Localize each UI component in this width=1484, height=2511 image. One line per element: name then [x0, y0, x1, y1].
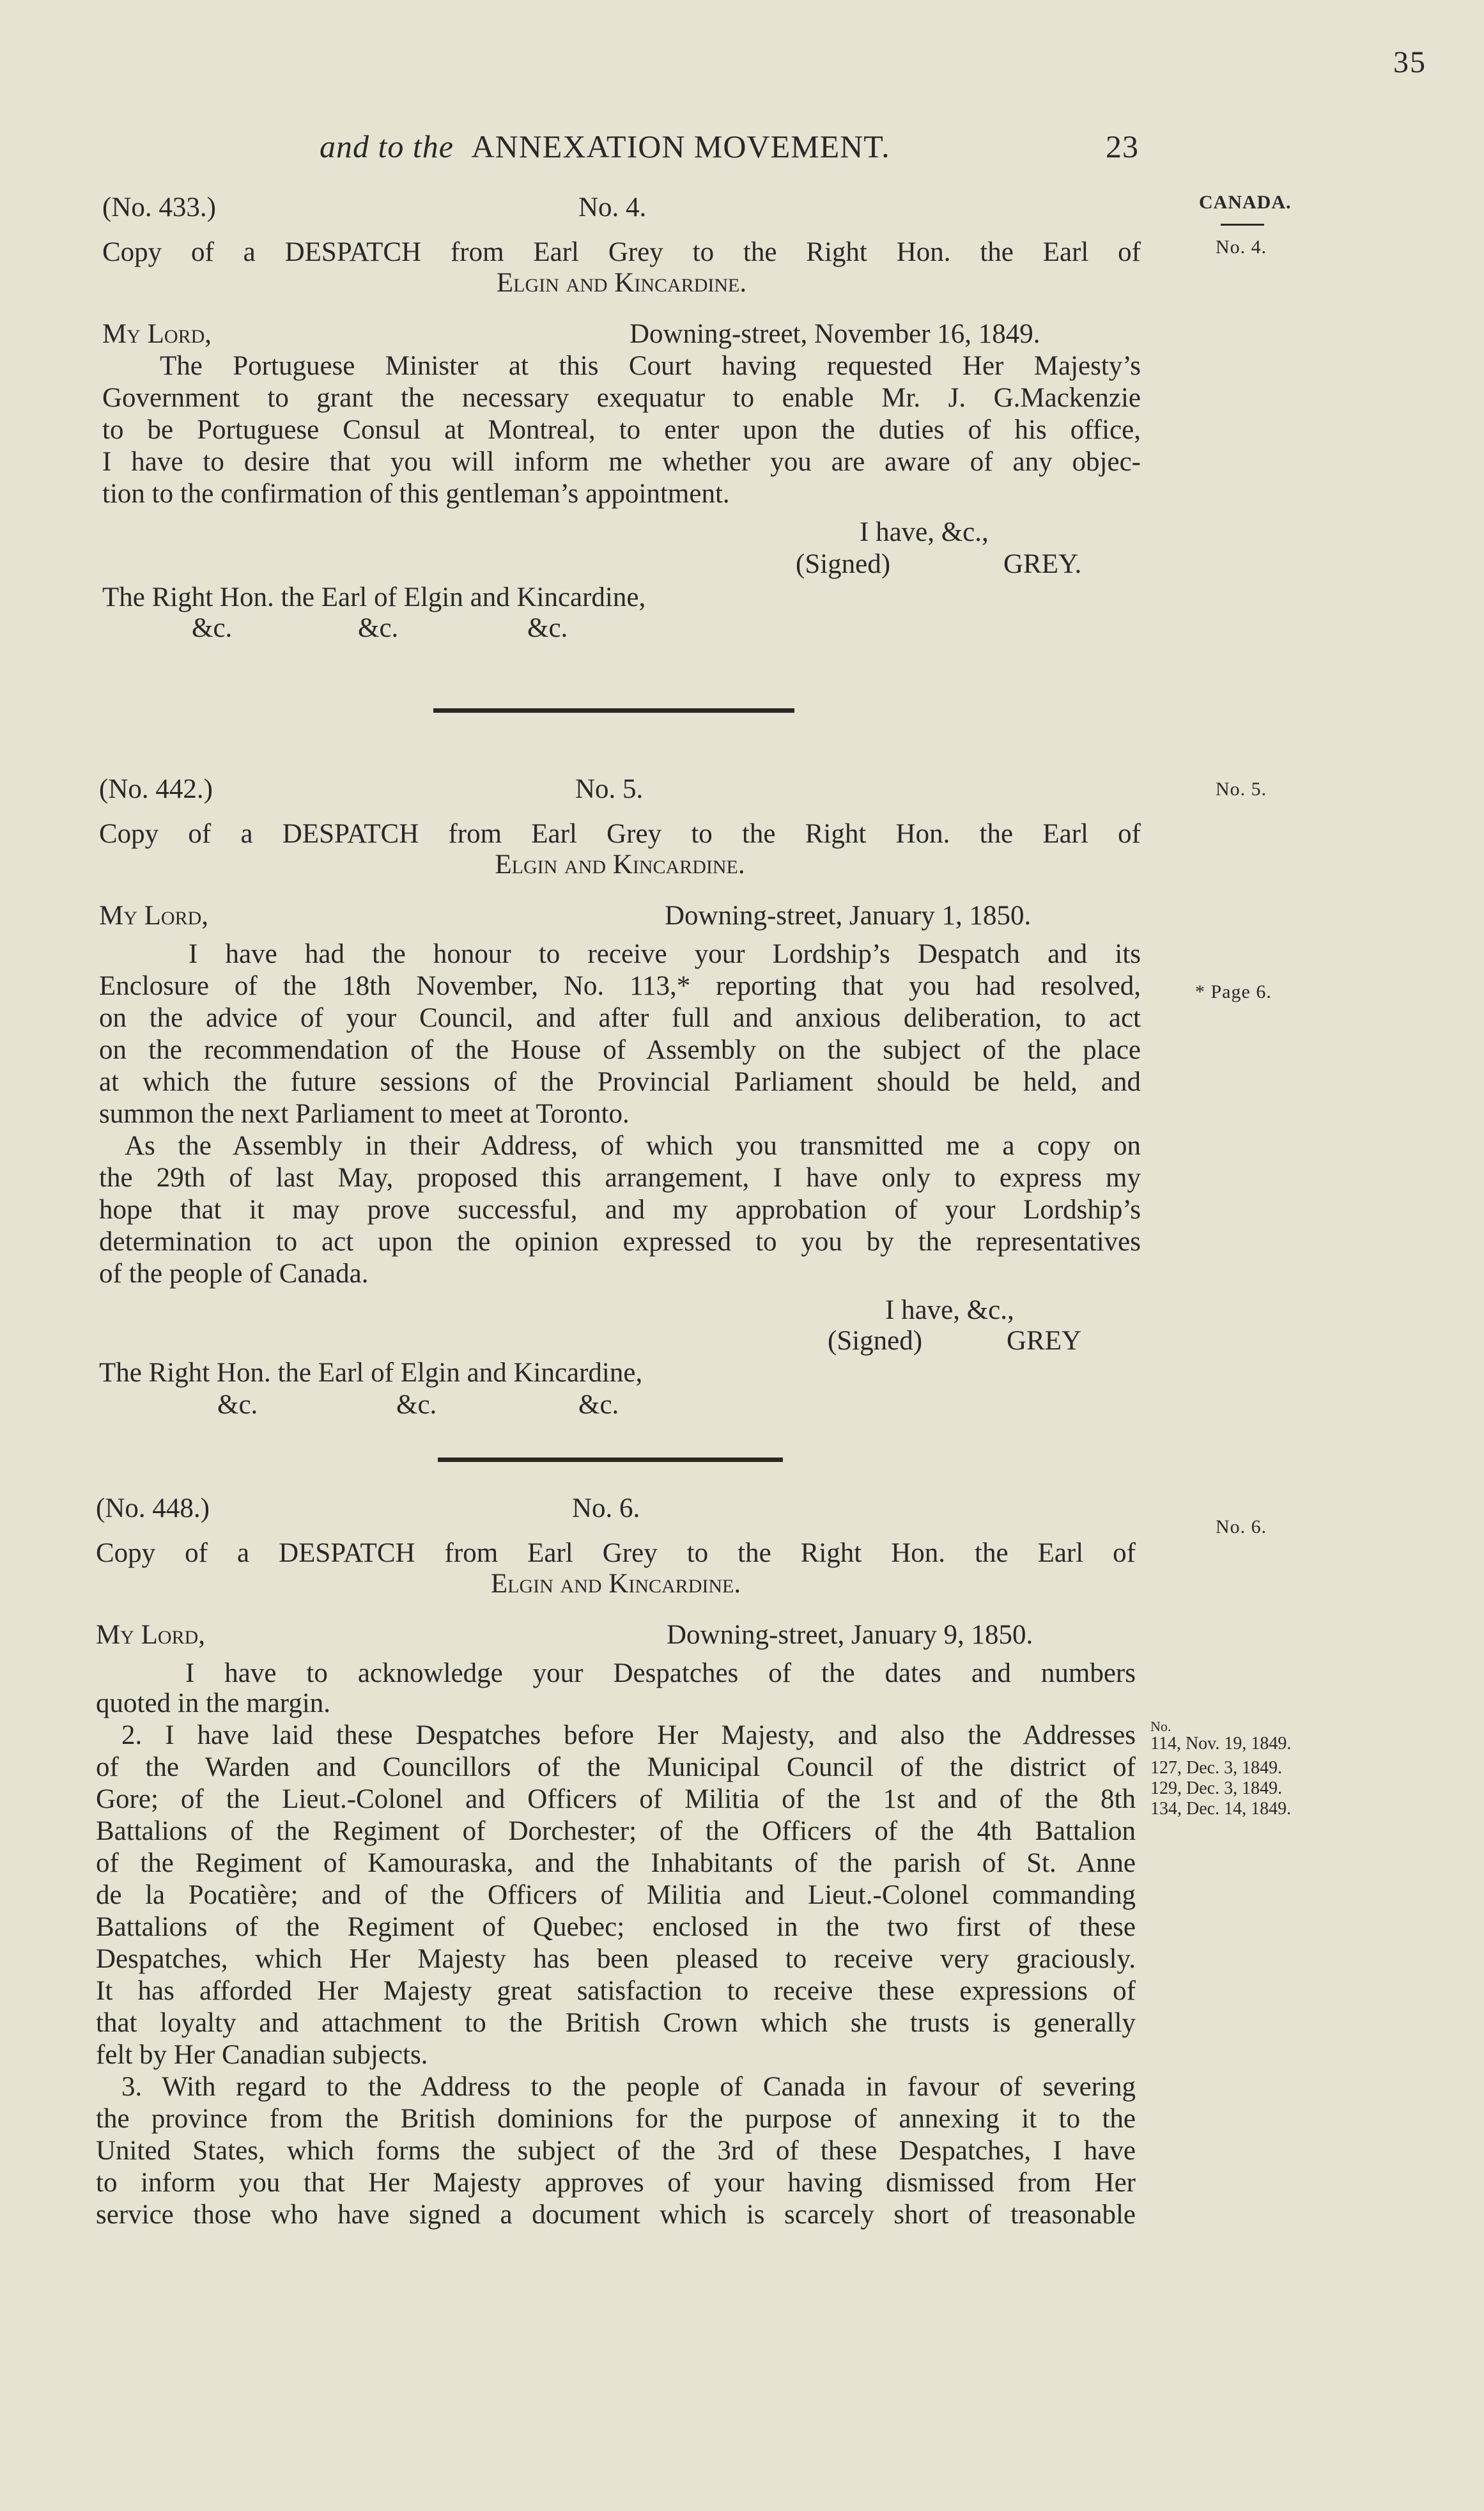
body-line: hope that it may prove successful, and my approbation of your Lordship’s: [99, 1195, 1141, 1225]
despatch-number: No. 5.: [575, 774, 644, 804]
closing-addressee: The Right Hon. the Earl of Elgin and Kincardine,: [99, 1358, 643, 1388]
body-line: 3. With regard to the Address to the people of Canada in favour of severing: [121, 2072, 1136, 2102]
body-line: service those who have signed a document which is scarcely short of treasonable: [96, 2200, 1136, 2230]
margin-ref: 127, Dec. 3, 1849.: [1150, 1758, 1283, 1778]
margin-canada: CANADA.: [1199, 192, 1292, 213]
salutation: My Lord,: [96, 1620, 206, 1650]
body-line: 2. I have laid these Despatches before Her Majesty, and also the Addresses: [121, 1720, 1136, 1750]
margin-page6: * Page 6.: [1195, 981, 1272, 1002]
body-line: Battalions of the Regiment of Quebec; enclosed in the two first of these: [96, 1912, 1136, 1942]
margin-no5: No. 5.: [1216, 779, 1267, 800]
body-line: that loyalty and attachment to the British Crown which she trusts is generally: [96, 2008, 1136, 2038]
body-line: the 29th of last May, proposed this arrangement, I have only to express my: [99, 1163, 1141, 1193]
despatch-number: No. 4.: [578, 192, 647, 222]
header-italic: and to the: [320, 128, 454, 164]
body-line: to be Portuguese Consul at Montreal, to enter upon the duties of his office,: [102, 415, 1141, 445]
etc: &c.: [217, 1390, 258, 1420]
section-divider: [433, 708, 794, 713]
copy-line: Copy of a DESPATCH from Earl Grey to the Right Hon. the Earl of: [96, 1538, 1136, 1568]
etc: &c.: [358, 613, 399, 643]
header-title: ANNEXATION MOVEMENT.: [471, 128, 890, 164]
etc: &c.: [192, 613, 233, 643]
etc: &c.: [396, 1390, 437, 1420]
despatch-ref: (No. 433.): [102, 192, 216, 222]
salutation: My Lord,: [102, 319, 212, 349]
despatch-ref: (No. 442.): [99, 774, 213, 804]
signature: GREY.: [1003, 549, 1082, 579]
despatch-no4: [102, 192, 1141, 652]
etc: &c.: [578, 1390, 619, 1420]
margin-ref: 129, Dec. 3, 1849.: [1150, 1778, 1283, 1798]
signature: GREY: [1007, 1326, 1082, 1356]
body-line: at which the future sessions of the Provincial Parliament should be held, and: [99, 1067, 1141, 1097]
header-page-number: 23: [1106, 128, 1139, 164]
margin-canada-rule: [1221, 224, 1264, 226]
margin-no-label: No.: [1150, 1718, 1171, 1734]
body-line: to inform you that Her Majesty approves of your having dismissed from Her: [96, 2168, 1136, 2198]
body-line: I have to acknowledge your Despatches of the dates and numbers: [185, 1658, 1136, 1688]
body-line: of the Regiment of Kamouraska, and the Inhabitants of the parish of St. Anne: [96, 1848, 1136, 1878]
margin-despatch-refs: [1150, 1720, 1291, 1819]
body-line: the province from the British dominions for the purpose of annexing it to the: [96, 2104, 1136, 2134]
body-line: de la Pocatière; and of the Officers of Militia and Lieut.-Colonel commanding: [96, 1880, 1136, 1910]
despatch-no5: [99, 774, 1141, 1426]
margin-no6: No. 6.: [1216, 1516, 1267, 1537]
closing-addressee: The Right Hon. the Earl of Elgin and Kincardine,: [102, 582, 646, 612]
body-line: Despatches, which Her Majesty has been pleased to receive very graciously.: [96, 1944, 1136, 1974]
page-number: 35: [1393, 45, 1426, 79]
body-line: of the Warden and Councillors of the Municipal Council of the district of: [96, 1752, 1136, 1782]
copy-line: Copy of a DESPATCH from Earl Grey to the Right Hon. the Earl of: [99, 819, 1141, 849]
body-line: As the Assembly in their Address, of which you transmitted me a copy on: [125, 1131, 1141, 1161]
body-line: quoted in the margin.: [96, 1688, 331, 1718]
despatch-ref: (No. 448.): [96, 1493, 210, 1523]
body-line: on the recommendation of the House of Assembly on the subject of the place: [99, 1035, 1141, 1065]
addressee-line: Elgin and Kincardine.: [496, 268, 747, 298]
body-line: Battalions of the Regiment of Dorchester; of the Officers of the 4th Battalion: [96, 1816, 1136, 1846]
signed: (Signed): [828, 1326, 923, 1356]
body-line: Enclosure of the 18th November, No. 113,* reporting that you had resolved,: [99, 971, 1141, 1001]
addressee-line: Elgin and Kincardine.: [495, 850, 745, 880]
body-line: United States, which forms the subject of the 3rd of these Despatches, I have: [96, 2136, 1136, 2166]
section-divider: [438, 1458, 783, 1462]
addressee-line: Elgin and Kincardine.: [490, 1569, 741, 1599]
body-line: determination to act upon the opinion expressed to you by the representatives: [99, 1227, 1141, 1257]
despatch-number: No. 6.: [572, 1493, 640, 1523]
body-line: It has afforded Her Majesty great satisfaction to receive these expressions of: [96, 1976, 1136, 2006]
body-line: on the advice of your Council, and after full and anxious deliberation, to act: [99, 1003, 1141, 1033]
signed: (Signed): [796, 549, 891, 579]
body-line: summon the next Parliament to meet at Toronto.: [99, 1099, 630, 1129]
body-line: tion to the confirmation of this gentleman’s appointment.: [102, 479, 730, 509]
salutation: My Lord,: [99, 901, 209, 931]
place-date: Downing-street, November 16, 1849.: [630, 319, 1040, 349]
body-line: I have had the honour to receive your Lordship’s Despatch and its: [189, 939, 1141, 969]
running-header: [320, 128, 1150, 165]
margin-no4: No. 4.: [1216, 237, 1267, 258]
closing: I have, &c.,: [860, 517, 989, 547]
despatch-no6: [96, 1493, 1136, 2241]
body-line: felt by Her Canadian subjects.: [96, 2040, 428, 2070]
etc: &c.: [527, 613, 568, 643]
margin-ref: 114, Nov. 19, 1849.: [1150, 1734, 1292, 1753]
body-line: I have to desire that you will inform me whether you are aware of any objec-: [102, 447, 1141, 477]
margin-ref: 134, Dec. 14, 1849.: [1150, 1799, 1292, 1819]
closing: I have, &c.,: [885, 1295, 1014, 1325]
body-line: The Portuguese Minister at this Court having requested Her Majesty’s: [160, 351, 1141, 381]
place-date: Downing-street, January 1, 1850.: [665, 901, 1032, 931]
copy-line: Copy of a DESPATCH from Earl Grey to the Right Hon. the Earl of: [102, 237, 1141, 267]
body-line: of the people of Canada.: [99, 1259, 369, 1289]
place-date: Downing-street, January 9, 1850.: [667, 1620, 1033, 1650]
body-line: Gore; of the Lieut.-Colonel and Officers of Militia of the 1st and of the 8th: [96, 1784, 1136, 1814]
body-line: Government to grant the necessary exequatur to enable Mr. J. G.Mackenzie: [102, 383, 1141, 413]
